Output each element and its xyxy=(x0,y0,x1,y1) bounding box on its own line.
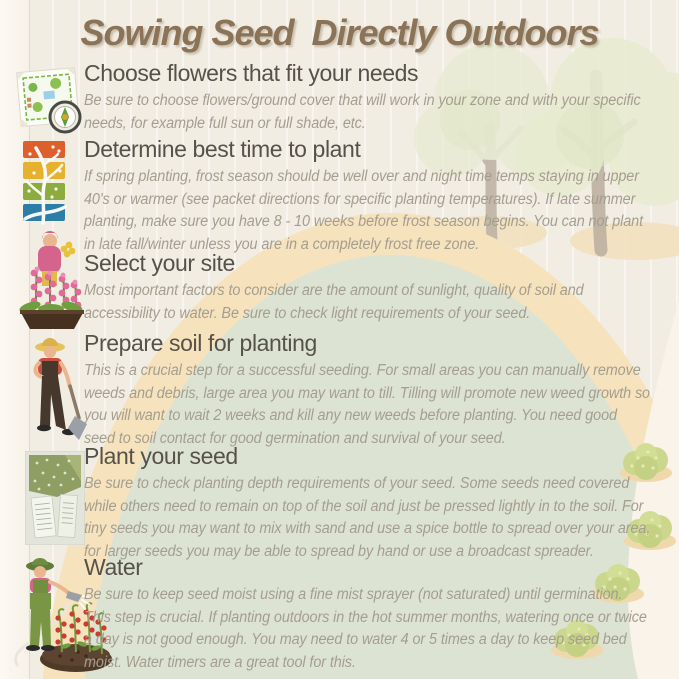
step-3-select-site xyxy=(84,250,664,325)
step-2-best-time xyxy=(84,136,664,256)
step-heading: Determine best time to plant xyxy=(84,136,361,162)
step-description: Be sure to check planting depth requirements of your seed. Some seeds need covered while others need to remain on top of the soil and just be pressed lightly in to the soil. For tiny seeds you may want to mix with sand and use a spice bottle to spread over your area, for larger seeds you may be able to spread by hand or use a broadcast spreader. xyxy=(84,475,651,560)
step-description: Most important factors to consider are the amount of sunlight, quality of soil and accessibility to water. Be sure to check light requirements of your seed. xyxy=(84,282,584,322)
flower-planter-icon xyxy=(14,227,90,331)
four-seasons-tree-icon xyxy=(22,141,68,225)
step-6-water xyxy=(84,554,664,674)
step-description: Be sure to choose flowers/ground cover that will work in your zone and with your specific needs, for example full sun or full shade, etc. xyxy=(84,92,641,132)
step-4-prepare-soil xyxy=(84,330,664,450)
step-description: Be sure to keep seed moist using a fine mist sprayer (not saturated) until germination. This step is crucial. If planting outdoors in the hot summer months, watering once or twice a day is not good enough. You may need to water 4 or 5 times a day to keep seed bed moist. Water timers are a great tool for this. xyxy=(84,586,647,671)
step-heading: Water xyxy=(84,554,143,580)
page-title: Sowing Seed Directly Outdoors xyxy=(80,12,599,53)
garden-plan-compass-icon xyxy=(13,62,85,136)
step-description: This is a crucial step for a successful seeding. For small areas you can manually remove weeds and debris, large area you may want to till. Tilling will promote new weed growth so you will want to wait 2 weeks and kill any new weeds before planting. You need good seed to soil contact for good germination and survival of your seed. xyxy=(84,362,650,447)
step-heading: Select your site xyxy=(84,250,235,276)
step-heading: Choose flowers that fit your needs xyxy=(84,60,419,86)
step-1-choose-flowers xyxy=(84,60,664,135)
step-5-plant-seed xyxy=(84,443,664,563)
step-heading: Plant your seed xyxy=(84,443,238,469)
step-description: If spring planting, frost season should be well over and night time temps staying in upper 40's or warmer (see packet directions for specific planting temperatures). If late summer planting, make sure you have 8 - 10 weeks before frost season begins. You can not plant in late fall/winter unless you are in a completely frost free zone. xyxy=(84,168,644,253)
gardener-shovel-icon xyxy=(20,334,88,448)
step-heading: Prepare soil for planting xyxy=(84,330,317,356)
seed-packets-photo-icon xyxy=(25,451,85,545)
